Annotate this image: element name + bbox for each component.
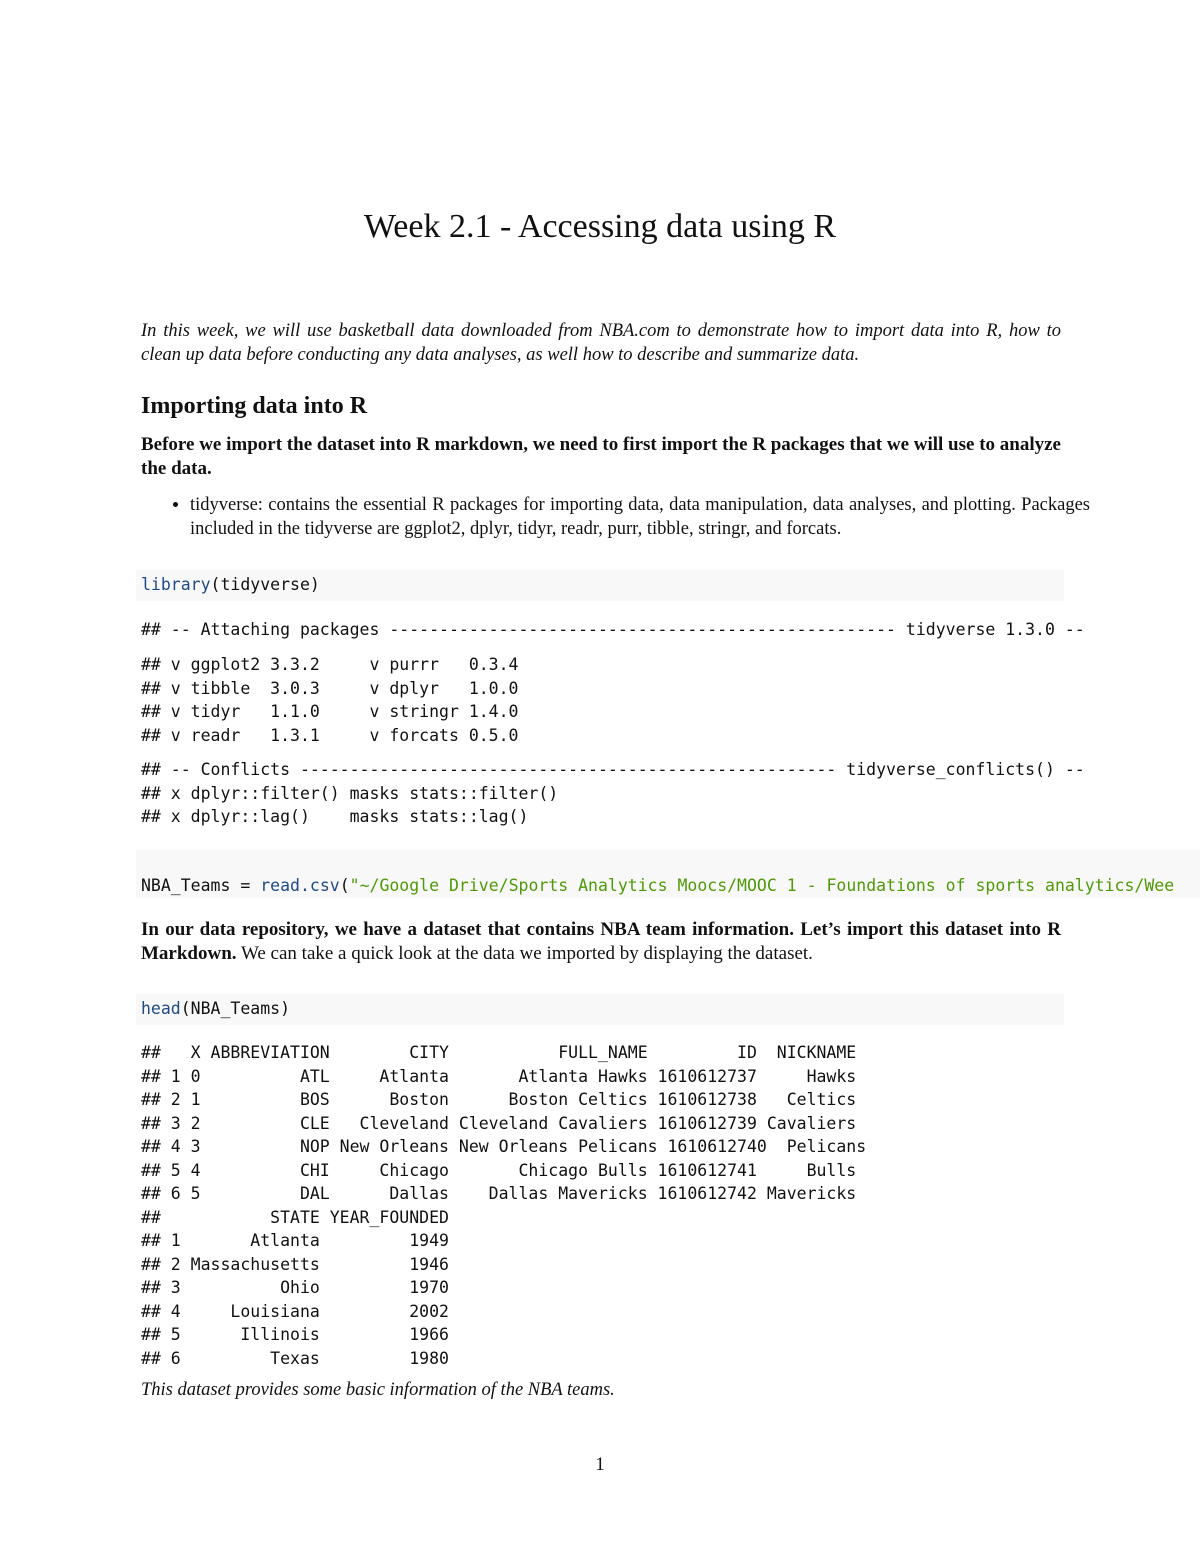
list-item: • tidyverse: contains the essential R packages for importing data, data manipulation, data analyses, and plotting. Packages included in the tidyverse are ggplot2, dplyr, tidyr, readr, purr, tibble, stringr, and forcats. <box>190 494 1090 541</box>
closing-note: This dataset provides some basic information of the NBA teams. <box>141 1380 615 1400</box>
code-function: library <box>141 575 211 594</box>
repository-paragraph <box>141 918 1061 965</box>
paragraph-bold-part: In our data repository, we have a dataset that contains NBA team information. Let’s import this dataset into R Markdown. <box>141 919 1061 964</box>
code-args: (tidyverse) <box>210 575 320 594</box>
console-output-table: ## X ABBREVIATION CITY FULL_NAME ID NICKNAME ## 1 0 ATL Atlanta Atlanta Hawks 1610612737 Hawks ## 2 1 BOS Boston Boston Celtics 1610612738 Celtics ## 3 2 CLE Cleveland Cleveland Cavaliers 1610612739 Cavaliers ## 4 3 NOP New Orleans New Orleans Pelicans 1610612740 Pelicans ## 5 4 CHI Chicago Chicago Bulls 1610612741 Bulls ## 6 5 DAL Dallas Dallas Mavericks 1610612742 Mavericks ## STATE YEAR_FOUNDED ## 1 Atlanta 1949 ## 2 Massachusetts 1946 ## 3 Ohio 1970 ## 4 Louisiana 2002 ## 5 Illinois 1966 ## 6 Texas 1980 <box>141 1043 867 1368</box>
console-output-conflicts: ## -- Conflicts ------------------------------------------------------ tidyverse_conflicts() -- ## x dplyr::filter() masks stats::filter() ## x dplyr::lag() masks stats::lag() <box>141 760 1085 826</box>
paragraph-normal-part: We can take a quick look at the data we imported by displaying the dataset. <box>236 942 813 964</box>
intro-bold-paragraph: Before we import the dataset into R markdown, we need to first import the R packages that we will use to analyze the data. <box>141 434 1061 479</box>
code-block-head <box>136 994 1064 1025</box>
package-list <box>160 494 1090 541</box>
code-args: (NBA_Teams) <box>180 999 291 1018</box>
code-function: read.csv <box>260 876 340 895</box>
code-function: head <box>141 999 181 1018</box>
code-paren: ( <box>339 876 350 895</box>
code-block-read-csv <box>136 850 1200 898</box>
document-title: Week 2.1 - Accessing data using R <box>363 208 837 245</box>
page-number: 1 <box>595 1454 605 1475</box>
code-block-library <box>136 570 1064 601</box>
code-assignment: NBA_Teams = <box>141 876 261 895</box>
console-output-attaching: ## -- Attaching packages --------------------------------------------------- tidyverse 1.3.0 -- <box>141 620 1085 639</box>
section-heading: Importing data into R <box>141 393 368 419</box>
code-string: "~/Google Drive/Sports Analytics Moocs/MOOC 1 - Foundations of sports analytics/Wee <box>349 876 1175 895</box>
console-output-packages: ## v ggplot2 3.3.2 v purrr 0.3.4 ## v tibble 3.0.3 v dplyr 1.0.0 ## v tidyr 1.1.0 v stringr 1.4.0 ## v readr 1.3.1 v forcats 0.5.0 <box>141 655 519 745</box>
abstract: In this week, we will use basketball data downloaded from NBA.com to demonstrate how to import data into R, how to clean up data before conducting any data analyses, as well how to describe and summarize data. <box>141 321 1061 365</box>
